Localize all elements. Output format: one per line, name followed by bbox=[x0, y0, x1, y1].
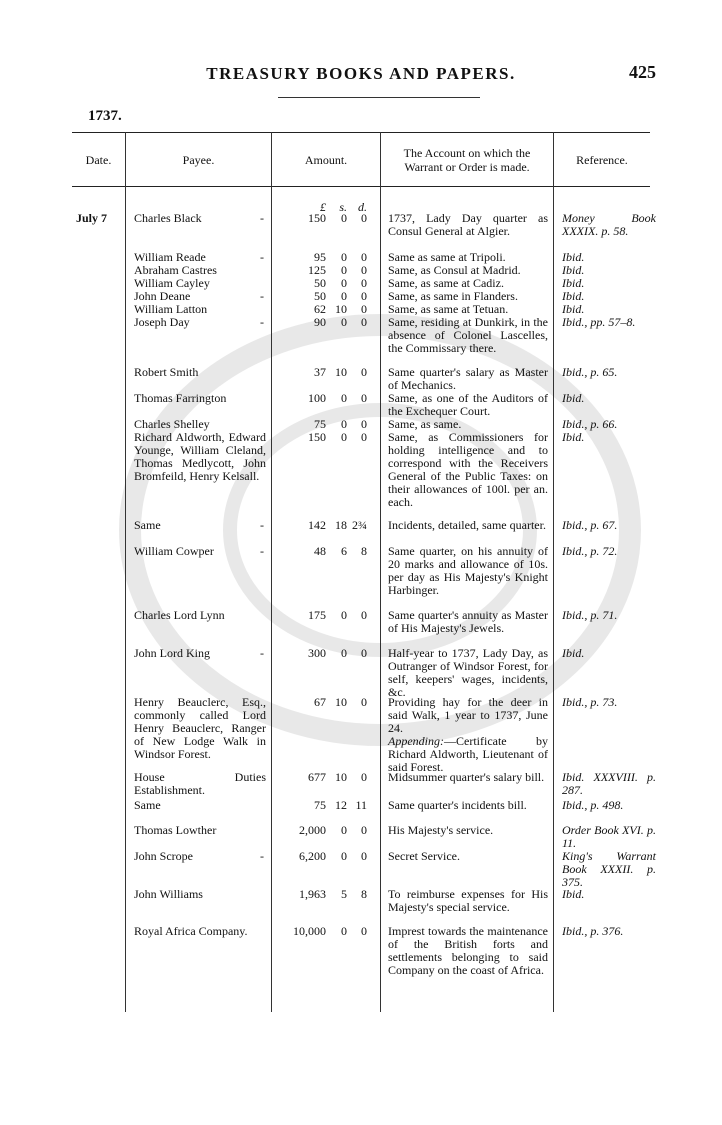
entry-shillings: 0 bbox=[341, 276, 347, 290]
entry-pounds: 10,000 bbox=[293, 924, 326, 938]
entry-pounds: 677 bbox=[308, 770, 326, 784]
column-header-amount: Amount. bbox=[304, 152, 348, 167]
entry-account-text: Providing hay for the deer in said Walk, 1 year to 1737, June 24. bbox=[388, 695, 548, 735]
entry-shillings: 6 bbox=[341, 544, 347, 558]
entry-pence: 0 bbox=[361, 250, 367, 264]
entry-reference: Ibid. bbox=[562, 276, 585, 290]
entry-pence: 0 bbox=[361, 211, 367, 225]
entry-payee: John Scrope bbox=[134, 849, 193, 863]
pounds-unit: £ bbox=[320, 200, 326, 214]
entry-shillings: 10 bbox=[335, 695, 347, 709]
entry-reference: Order Book XVI. p. 11. bbox=[562, 823, 656, 850]
entry-account: Same, as same in Flanders. bbox=[388, 289, 518, 303]
entry-payee: Richard Aldworth, Edward Younge, William Cleland, Thomas Medlycott, John Bromfeild, Henry Kelsall. bbox=[134, 430, 266, 483]
entry-shillings: 5 bbox=[341, 887, 347, 901]
entry-shillings: 12 bbox=[335, 798, 347, 812]
entry-pounds: 75 bbox=[314, 798, 326, 812]
entry-account: Same quarter's incidents bill. bbox=[388, 798, 527, 812]
entry-reference: Ibid., p. 498. bbox=[562, 798, 624, 812]
leader-dash: - bbox=[260, 211, 264, 225]
entry-shillings: 0 bbox=[341, 849, 347, 863]
leader-dash: - bbox=[260, 315, 264, 329]
entry-reference: Ibid., pp. 57–8. bbox=[562, 315, 636, 329]
entry-payee: William Cayley bbox=[134, 276, 210, 290]
entry-pounds: 6,200 bbox=[299, 849, 326, 863]
entry-account: Same quarter, on his annuity of 20 marks and allowance of 10s. per day as His Majesty's Knight Harbinger. bbox=[388, 544, 548, 597]
entry-shillings: 0 bbox=[341, 430, 347, 444]
entry-payee: Joseph Day bbox=[134, 315, 190, 329]
entry-payee: Royal Africa Company. bbox=[134, 924, 248, 938]
entry-payee: William Latton bbox=[134, 302, 208, 316]
entry-pence: 0 bbox=[361, 365, 367, 379]
entry-account: Same quarter's annuity as Master of His Majesty's Jewels. bbox=[388, 608, 548, 635]
entry-reference: Ibid. bbox=[562, 887, 585, 901]
entry-reference: Ibid., p. 376. bbox=[562, 924, 624, 938]
entry-reference: Ibid., p. 67. bbox=[562, 518, 618, 532]
entry-account: Same, as same. bbox=[388, 417, 462, 431]
entry-payee: Same bbox=[134, 518, 161, 532]
column-header-reference: Reference. bbox=[576, 152, 628, 167]
entry-payee: John Lord King bbox=[134, 646, 210, 660]
entry-payee: Charles Black bbox=[134, 211, 202, 225]
entry-shillings: 10 bbox=[335, 770, 347, 784]
leader-dash: - bbox=[260, 544, 264, 558]
page-number: 425 bbox=[629, 62, 656, 82]
entry-account: Same, as Consul at Madrid. bbox=[388, 263, 521, 277]
entry-shillings: 10 bbox=[335, 365, 347, 379]
entry-reference: Ibid. bbox=[562, 250, 585, 264]
entry-account: Incidents, detailed, same quarter. bbox=[388, 518, 546, 532]
entry-pence: 0 bbox=[361, 276, 367, 290]
entry-shillings: 0 bbox=[341, 250, 347, 264]
entry-account: Same, as same at Tetuan. bbox=[388, 302, 509, 316]
entry-account: Same, as one of the Auditors of the Exchequer Court. bbox=[388, 391, 548, 418]
entry-payee: Charles Shelley bbox=[134, 417, 210, 431]
entry-pounds: 75 bbox=[314, 417, 326, 431]
column-divider bbox=[553, 132, 554, 1012]
entry-reference: Ibid. bbox=[562, 430, 585, 444]
entry-account: Same, as Commissioners for holding intelligence and to correspond with the Receivers General of the Public Taxes: on their allowances of 100l. per an. each. bbox=[388, 430, 548, 509]
entry-pence: 0 bbox=[361, 924, 367, 938]
entry-payee: Same bbox=[134, 798, 161, 812]
entry-pence: 0 bbox=[361, 263, 367, 277]
entry-pence: 8 bbox=[361, 544, 367, 558]
entry-account: Same, as same at Cadiz. bbox=[388, 276, 504, 290]
entry-payee: Henry Beauclerc, Esq., commonly called Lord Henry Beauclerc, Ranger of New Lodge Walk in Windsor Forest. bbox=[134, 695, 266, 761]
entry-pounds: 37 bbox=[314, 365, 326, 379]
entry-pounds: 150 bbox=[308, 430, 326, 444]
entry-pounds: 48 bbox=[314, 544, 326, 558]
entry-reference: Ibid., p. 65. bbox=[562, 365, 618, 379]
entry-payee: Charles Lord Lynn bbox=[134, 608, 225, 622]
leader-dash: - bbox=[260, 518, 264, 532]
entry-account: To reimburse expenses for His Majesty's special service. bbox=[388, 887, 548, 914]
entry-pounds: 95 bbox=[314, 250, 326, 264]
entry-account: Half-year to 1737, Lady Day, as Outranger of Windsor Forest, for self, keepers' wages, incidents, &c. bbox=[388, 646, 548, 699]
entry-pence: 0 bbox=[361, 391, 367, 405]
entry-payee: William Cowper bbox=[134, 544, 214, 558]
entry-pence: 8 bbox=[361, 887, 367, 901]
year-heading: 1737. bbox=[88, 108, 122, 124]
entry-pounds: 62 bbox=[314, 302, 326, 316]
shillings-unit: s. bbox=[339, 200, 347, 214]
entry-account: Imprest towards the maintenance of the British forts and settlements belonging to said Company on the coast of Africa. bbox=[388, 924, 548, 977]
entry-shillings: 0 bbox=[341, 315, 347, 329]
entry-payee: Abraham Castres bbox=[134, 263, 217, 277]
entry-shillings: 0 bbox=[341, 289, 347, 303]
entry-pounds: 90 bbox=[314, 315, 326, 329]
entry-reference: Ibid., p. 71. bbox=[562, 608, 618, 622]
entry-pence: 0 bbox=[361, 849, 367, 863]
entry-pence: 0 bbox=[361, 302, 367, 316]
entry-reference: Ibid., p. 72. bbox=[562, 544, 618, 558]
entry-date: July 7 bbox=[76, 211, 108, 225]
entry-reference: Ibid. bbox=[562, 391, 585, 405]
entry-pounds: 2,000 bbox=[299, 823, 326, 837]
entry-pounds: 125 bbox=[308, 263, 326, 277]
entry-payee: Thomas Lowther bbox=[134, 823, 217, 837]
entry-payee: John Williams bbox=[134, 887, 203, 901]
table-header-rule bbox=[72, 186, 650, 187]
entry-pence: 2¾ bbox=[352, 518, 367, 532]
entry-account: His Majesty's service. bbox=[388, 823, 494, 837]
entry-pounds: 100 bbox=[308, 391, 326, 405]
column-divider bbox=[380, 132, 381, 1012]
entry-shillings: 0 bbox=[341, 823, 347, 837]
entry-reference: King's Warrant Book XXXII. p. 375. bbox=[562, 849, 656, 889]
entry-pence: 0 bbox=[361, 695, 367, 709]
entry-pence: 0 bbox=[361, 417, 367, 431]
entry-payee: House Duties Establishment. bbox=[134, 770, 266, 797]
entry-pence: 0 bbox=[361, 608, 367, 622]
entry-payee: William Reade bbox=[134, 250, 206, 264]
entry-payee: John Deane bbox=[134, 289, 191, 303]
entry-pounds: 150 bbox=[308, 211, 326, 225]
column-header-account: The Account on which the Warrant or Order is made. bbox=[403, 145, 531, 174]
entry-account: Same quarter's salary as Master of Mechanics. bbox=[388, 365, 548, 392]
entry-reference: Ibid. bbox=[562, 263, 585, 277]
entry-pence: 0 bbox=[361, 289, 367, 303]
entry-shillings: 10 bbox=[335, 302, 347, 316]
entry-shillings: 0 bbox=[341, 417, 347, 431]
entry-pence: 0 bbox=[361, 823, 367, 837]
entry-reference: Ibid. bbox=[562, 302, 585, 316]
column-divider bbox=[271, 132, 272, 1012]
entry-account: Secret Service. bbox=[388, 849, 460, 863]
leader-dash: - bbox=[260, 849, 264, 863]
entry-reference: Ibid. bbox=[562, 646, 585, 660]
entry-payee: Robert Smith bbox=[134, 365, 199, 379]
leader-dash: - bbox=[260, 646, 264, 660]
entry-shillings: 0 bbox=[341, 608, 347, 622]
entry-pounds: 175 bbox=[308, 608, 326, 622]
entry-pence: 0 bbox=[361, 646, 367, 660]
entry-pounds: 142 bbox=[308, 518, 326, 532]
entry-shillings: 18 bbox=[335, 518, 347, 532]
column-header-date: Date. bbox=[85, 152, 112, 167]
entry-pounds: 67 bbox=[314, 695, 326, 709]
entry-pounds: 50 bbox=[314, 276, 326, 290]
entry-pounds: 1,963 bbox=[299, 887, 326, 901]
entry-account: Same as same at Tripoli. bbox=[388, 250, 506, 264]
entry-shillings: 0 bbox=[341, 646, 347, 660]
entry-reference: Ibid. XXXVIII. p. 287. bbox=[562, 770, 656, 797]
entry-account-appending-label: Appending: bbox=[388, 734, 444, 748]
entry-pounds: 300 bbox=[308, 646, 326, 660]
running-title: TREASURY BOOKS AND PAPERS. bbox=[206, 64, 516, 83]
entry-shillings: 0 bbox=[341, 211, 347, 225]
pence-unit: d. bbox=[358, 200, 367, 214]
entry-pounds: 50 bbox=[314, 289, 326, 303]
entry-pence: 11 bbox=[355, 798, 367, 812]
column-header-payee: Payee. bbox=[182, 152, 215, 167]
entry-reference: Money Book XXXIX. p. 58. bbox=[562, 211, 656, 238]
entry-pence: 0 bbox=[361, 770, 367, 784]
entry-pence: 0 bbox=[361, 315, 367, 329]
entry-reference: Ibid., p. 73. bbox=[562, 695, 618, 709]
entry-account bbox=[388, 696, 548, 774]
leader-dash: - bbox=[260, 289, 264, 303]
title-rule bbox=[278, 97, 480, 98]
entry-reference: Ibid., p. 66. bbox=[562, 417, 618, 431]
entry-shillings: 0 bbox=[341, 391, 347, 405]
column-divider bbox=[125, 132, 126, 1012]
entry-payee: Thomas Farrington bbox=[134, 391, 227, 405]
entry-account-appending: —Certificate by Richard Aldworth, Lieutenant of said Forest. bbox=[388, 734, 548, 774]
entry-account: Midsummer quarter's salary bill. bbox=[388, 770, 545, 784]
entry-shillings: 0 bbox=[341, 263, 347, 277]
leader-dash: - bbox=[260, 250, 264, 264]
entry-account: 1737, Lady Day quarter as Consul General at Algier. bbox=[388, 211, 548, 238]
entry-shillings: 0 bbox=[341, 924, 347, 938]
entry-reference: Ibid. bbox=[562, 289, 585, 303]
entry-account: Same, residing at Dunkirk, in the absence of Colonel Lascelles, the Commissary there. bbox=[388, 315, 548, 355]
entry-pence: 0 bbox=[361, 430, 367, 444]
